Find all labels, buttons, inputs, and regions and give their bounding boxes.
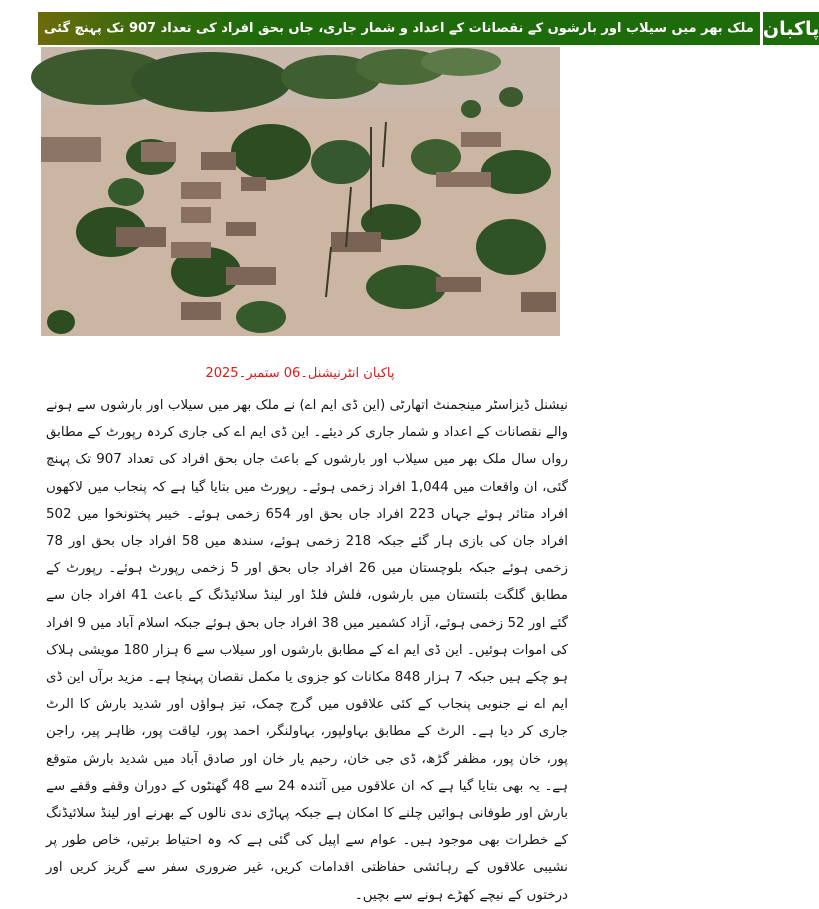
article-body <box>46 392 568 909</box>
article-paragraph: نیشنل ڈیزاسٹر مینجمنٹ اتھارٹی (این ڈی ایم اے) نے ملک بھر میں سیلاب اور بارشوں سے ہونے والے نقصانات کے اعداد و شمار جاری کر دیئے۔ این ڈی ایم اے کی جاری کردہ رپورٹ کے مطابق رواں سال ملک بھر میں سیلاب اور بارشوں کے باعث جاں بحق افراد کی تعداد 907 تک پہنچ گئی، ان واقعات میں 1,044 افراد زخمی ہوئے۔ رپورٹ میں بتایا گیا ہے کہ پنجاب میں لاکھوں افراد متاثر ہوئے جہاں 223 افراد جاں بحق اور 654 زخمی ہوئے۔ خیبر پختونخوا میں 502 افراد جان کی بازی ہار گئے جبکہ 218 زخمی ہوئے، سندھ میں 58 افراد جاں بحق اور 78 زخمی ہوئے جبکہ بلوچستان میں 26 افراد جاں بحق اور 5 زخمی رپورٹ ہوئے۔ رپورٹ کے مطابق گلگت بلتستان میں بارشوں، فلش فلڈ اور لینڈ سلائیڈنگ کے باعث 41 افراد جان سے گئے اور 52 زخمی ہوئے، آزاد کشمیر میں 38 افراد جاں بحق ہوئے جبکہ اسلام آباد میں 9 افراد کی اموات ہوئیں۔ این ڈی ایم اے کے مطابق بارشوں اور سیلاب سے 6 ہزار 180 مویشی ہلاک ہو چکے ہیں جبکہ 7 ہزار 848 مکانات کو جزوی یا مکمل نقصان پہنچا ہے۔ مزید برآں این ڈی ایم اے نے جنوبی پنجاب کے کئی علاقوں میں گرج چمک، تیز ہواؤں اور شدید بارش کا الرٹ جاری کر دیا ہے۔ الرٹ کے مطابق بہاولپور، بہاولنگر، احمد پور، لیاقت پور، ظاہر پیر، راجن پور، خان پور، مظفر گڑھ، ڈی جی خان، رحیم یار خان اور صادق آباد میں شدید بارش متوقع ہے۔ یہ بھی بتایا گیا ہے کہ ان علاقوں میں آئندہ 24 سے 48 گھنٹوں کے دوران وقفے وقفے سے بارش اور طوفانی ہوائیں چلنے کا امکان ہے جبکہ پہاڑی ندی نالوں کے بھرنے اور لینڈ سلائیڈنگ کے خطرات بھی موجود ہیں۔ عوام سے اپیل کی گئی ہے کہ وہ احتیاط برتیں، خاص طور پر نشیبی علاقوں کے رہائشی حفاظتی اقدامات کریں، غیر ضروری سفر سے گریز کریں اور درختوں کے نیچے کھڑے ہونے سے بچیں۔ <box>46 398 569 903</box>
article-header <box>38 12 819 45</box>
headline: ملک بھر میں سیلاب اور بارشوں کے نقصانات کے اعداد و شمار جاری، جاں بحق افراد کی تعداد 907 تک پہنچ گئی <box>38 12 760 45</box>
flood-photo-illustration <box>41 47 560 336</box>
dateline: پاکبان انٹرنیشنل۔06 ستمبر۔2025 <box>205 366 395 381</box>
brand-logo: پاکبان <box>763 12 819 45</box>
flood-photo <box>41 47 560 336</box>
